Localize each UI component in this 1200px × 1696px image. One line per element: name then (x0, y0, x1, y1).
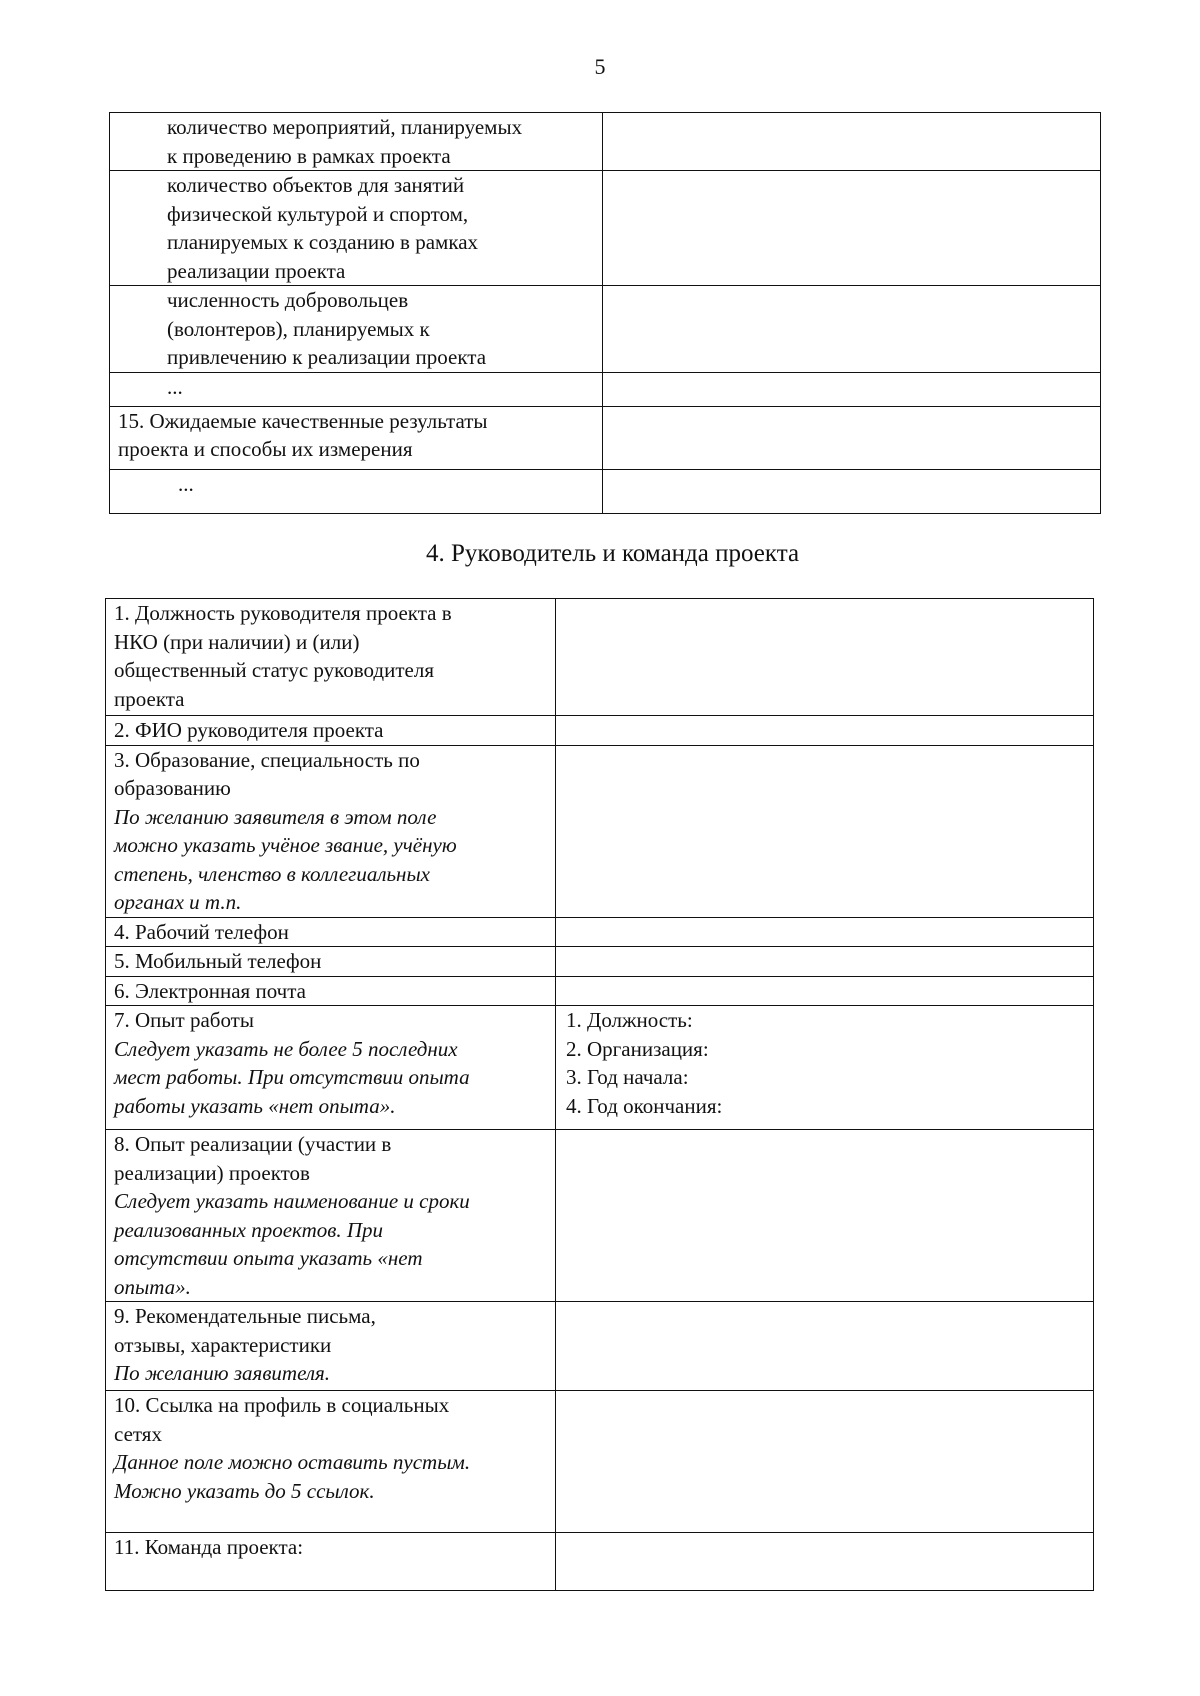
hint-line: можно указать учёное звание, учёную (114, 833, 457, 857)
indicator-value-cell[interactable] (603, 286, 1101, 373)
label-line: 11. Команда проекта: (114, 1535, 304, 1559)
recommendations-label (106, 1302, 556, 1391)
label-line: количество мероприятий, планируемых (167, 115, 523, 139)
work-phone-label (106, 917, 556, 947)
table-row (106, 745, 1094, 917)
label-line: количество объектов для занятий (167, 173, 465, 197)
hint-line: Следует указать не более 5 последних (114, 1036, 458, 1061)
start-year-field-label: 3. Год начала: (566, 1065, 689, 1089)
label-line: 7. Опыт работы (114, 1008, 254, 1032)
project-team-label (106, 1533, 556, 1591)
end-year-field-label: 4. Год окончания: (566, 1093, 723, 1118)
table-row (110, 406, 1101, 469)
label-line: планируемых к созданию в рамках (167, 230, 479, 254)
label-line: 2. ФИО руководителя проекта (114, 718, 384, 742)
social-profile-label (106, 1391, 556, 1533)
label-line: 1. Должность руководителя проекта в (114, 601, 452, 625)
work-phone-input[interactable] (556, 917, 1094, 947)
hint-line: работы указать «нет опыта». (114, 1093, 396, 1118)
label-line: общественный статус руководителя (114, 658, 434, 682)
label-line: НКО (при наличии) и (или) (114, 629, 360, 654)
table-row (106, 1533, 1094, 1591)
section-title: 4. Руководитель и команда проекта (425, 540, 800, 567)
project-team-input[interactable] (556, 1533, 1094, 1591)
indicator-value-cell[interactable] (603, 113, 1101, 171)
leader-position-input[interactable] (556, 599, 1094, 716)
email-input[interactable] (556, 976, 1094, 1006)
table-row (106, 947, 1094, 977)
label-line: 9. Рекомендательные письма, (114, 1304, 376, 1328)
project-experience-input[interactable] (556, 1130, 1094, 1302)
hint-line: степень, членство в коллегиальных (114, 861, 431, 886)
team-table (105, 598, 1094, 1591)
hint-line: мест работы. При отсутствии опыта (114, 1065, 470, 1089)
table-row (106, 599, 1094, 716)
label-line: физической культурой и спортом, (167, 201, 469, 226)
table-row (106, 1302, 1094, 1391)
organization-field-label: 2. Организация: (566, 1036, 709, 1061)
page-number: 5 (594, 54, 606, 79)
leader-position-label (106, 599, 556, 716)
education-input[interactable] (556, 745, 1094, 917)
qualitative-results-value-cell[interactable] (603, 406, 1101, 469)
label-line: (волонтеров), планируемых к (167, 316, 430, 341)
results-table (109, 112, 1101, 514)
label-line: реализации) проектов (114, 1160, 310, 1185)
label-line: 15. Ожидаемые качественные результаты (118, 408, 488, 433)
table-row (110, 372, 1101, 406)
hint-line: опыта». (114, 1274, 191, 1299)
qualitative-results-label (110, 406, 603, 469)
hint-line: реализованных проектов. При (114, 1217, 384, 1242)
indicator-label (110, 171, 603, 286)
table-row (110, 113, 1101, 171)
recommendations-input[interactable] (556, 1302, 1094, 1391)
mobile-phone-input[interactable] (556, 947, 1094, 977)
label-line: отзывы, характеристики (114, 1332, 332, 1357)
label-line: проекта и способы их измерения (118, 437, 413, 461)
label-line: 4. Рабочий телефон (114, 919, 289, 944)
table-row (106, 1391, 1094, 1533)
leader-name-label (106, 716, 556, 746)
ellipsis-label (110, 372, 603, 406)
table-row (106, 1006, 1094, 1130)
label-line: 3. Образование, специальность по (114, 747, 420, 772)
hint-line: отсутствии опыта указать «нет (114, 1246, 423, 1270)
label-line: 5. Мобильный телефон (114, 949, 322, 973)
education-label (106, 745, 556, 917)
label-line: образованию (114, 776, 231, 800)
table-row (110, 171, 1101, 286)
hint-line: Следует указать наименование и сроки (114, 1189, 470, 1213)
indicator-value-cell[interactable] (603, 171, 1101, 286)
label-line: ... (178, 471, 194, 496)
label-line: 8. Опыт реализации (участии в (114, 1132, 392, 1156)
hint-line: По желанию заявителя. (114, 1361, 331, 1385)
label-line: к проведению в рамках проекта (167, 143, 451, 168)
table-row (110, 469, 1101, 513)
leader-name-input[interactable] (556, 716, 1094, 746)
hint-line: Можно указать до 5 ссылок. (114, 1478, 375, 1503)
work-experience-input[interactable] (556, 1006, 1094, 1130)
social-profile-input[interactable] (556, 1391, 1094, 1533)
table-row (106, 976, 1094, 1006)
label-line: 10. Ссылка на профиль в социальных (114, 1393, 450, 1417)
table-row (110, 286, 1101, 373)
table-row (106, 716, 1094, 746)
project-experience-label (106, 1130, 556, 1302)
indicator-label (110, 113, 603, 171)
label-line: сетях (114, 1421, 162, 1446)
label-line: реализации проекта (167, 258, 346, 283)
hint-line: органах и т.п. (114, 890, 242, 914)
qualitative-results-value-cell[interactable] (603, 469, 1101, 513)
hint-line: Данное поле можно оставить пустым. (114, 1450, 471, 1474)
email-label (106, 976, 556, 1006)
label-line: проекта (114, 686, 185, 711)
mobile-phone-label (106, 947, 556, 977)
indicator-label (110, 286, 603, 373)
table-row (106, 917, 1094, 947)
label-line: привлечению к реализации проекта (167, 345, 487, 369)
table-row (106, 1130, 1094, 1302)
position-field-label: 1. Должность: (566, 1008, 693, 1032)
indicator-value-cell[interactable] (603, 372, 1101, 406)
ellipsis-label (110, 469, 603, 513)
label-line: ... (167, 374, 183, 399)
work-experience-label (106, 1006, 556, 1130)
hint-line: По желанию заявителя в этом поле (114, 804, 437, 829)
label-line: 6. Электронная почта (114, 978, 306, 1003)
label-line: численность добровольцев (167, 288, 409, 312)
